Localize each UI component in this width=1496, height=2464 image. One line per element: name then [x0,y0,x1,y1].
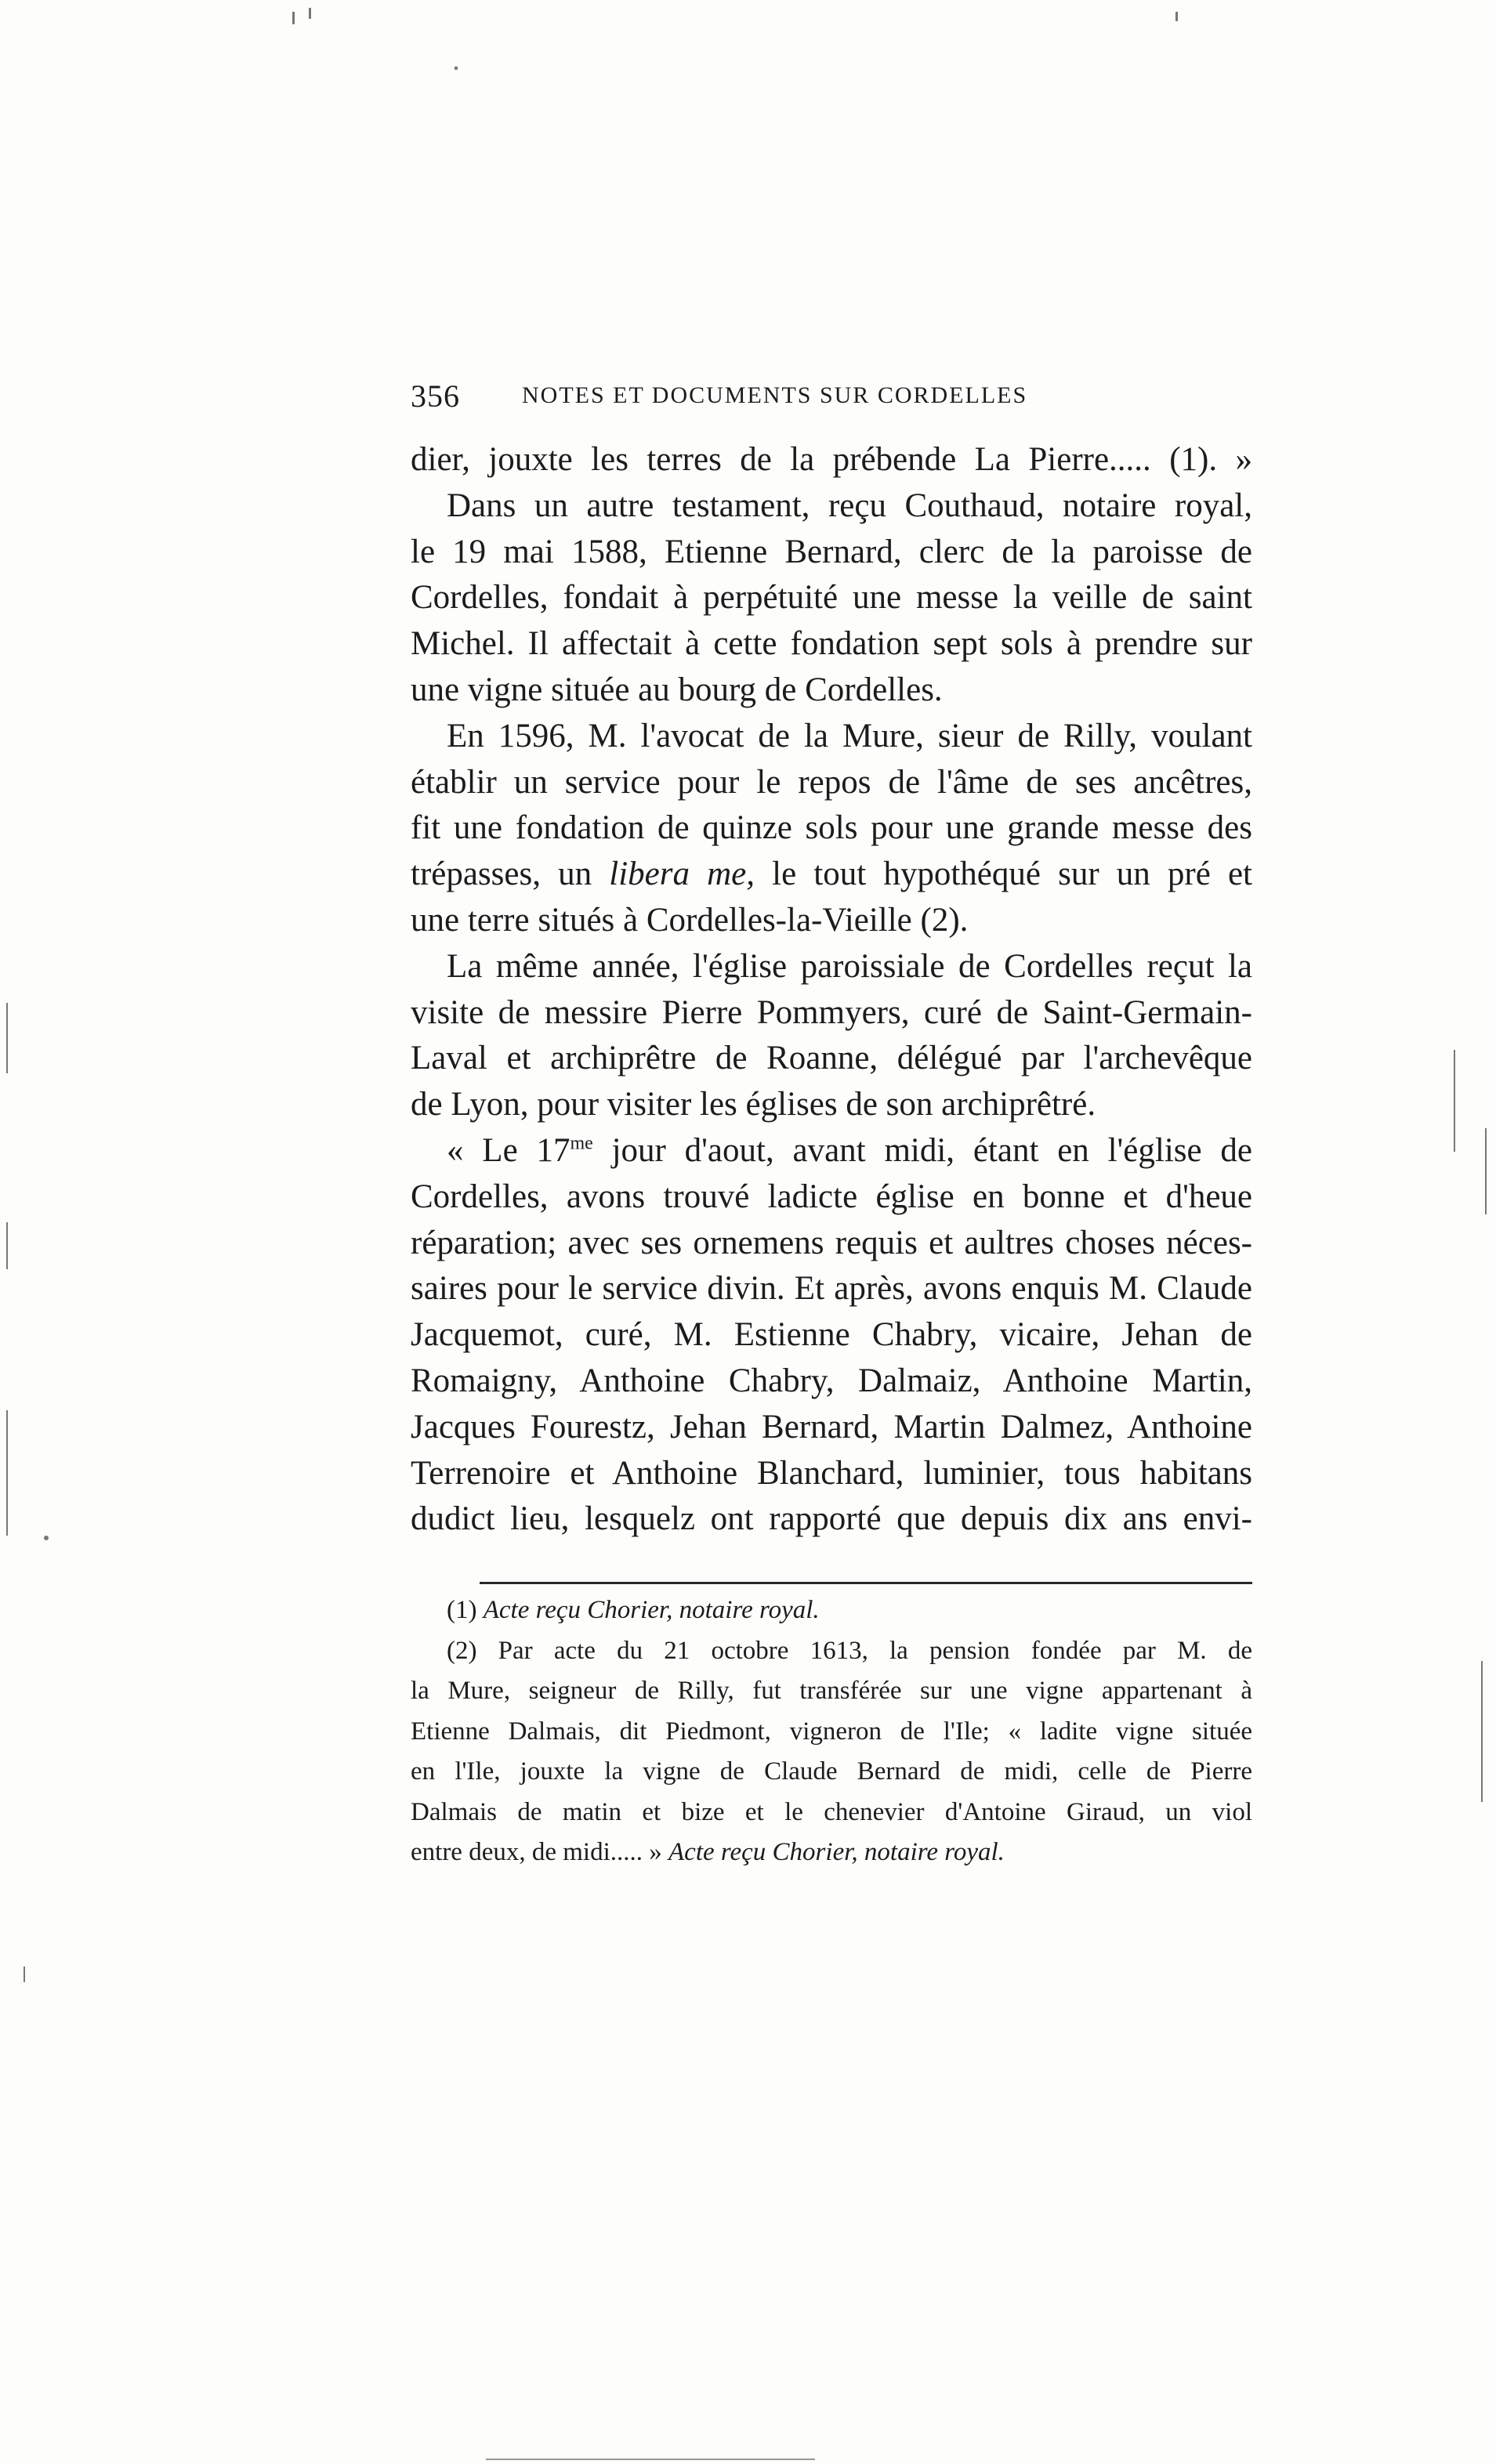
text-run: « Le 17 [447,1131,571,1169]
scan-speck [486,2459,815,2460]
text-run: jour d'aout, avant midi, étant en l'église de [592,1131,1252,1169]
text-line: Dans un autre testament, reçu Couthaud, notaire royal, [447,487,1252,524]
scan-speck [309,8,311,19]
page-number: 356 [411,378,460,414]
text-line [411,1128,1252,1174]
text-line: le 19 mai 1588, Etienne Bernard, clerc de la paroisse de [411,533,1252,570]
footnote-line: en l'Ile, jouxte la vigne de Claude Bernard de midi, celle de Pierre [411,1757,1252,1786]
text-line: une vigne située au bourg de Cordelles. [411,671,943,708]
scan-speck [6,1410,8,1536]
footnote-citation: Acte reçu Chorier, notaire royal. [668,1838,1005,1866]
text-line: Cordelles, avons trouvé ladicte église en bonne et d'heue [411,1178,1252,1215]
scan-speck [24,1966,25,1982]
text-line: fit une fondation de quinze sols pour une grande messe des [411,809,1252,847]
scan-speck [1175,12,1178,21]
body-text [411,437,1252,1543]
text-line: réparation; avec ses ornemens requis et aultres choses néces- [411,1224,1252,1261]
text-line: une terre situés à Cordelles-la-Vieille (2). [411,901,969,939]
superscript: me [570,1133,593,1154]
text-line: saires pour le service divin. Et après, avons enquis M. Claude [411,1270,1252,1308]
footnote-number: (1) [447,1596,477,1624]
italic-phrase: libera me, [609,856,755,893]
text-line: établir un service pour le repos de l'âme de ses ancêtres, [411,763,1252,801]
text-line: Romaigny, Anthoine Chabry, Dalmaiz, Anthoine Martin, [411,1362,1252,1399]
scan-speck [6,1222,8,1269]
text-line: Laval et archiprêtre de Roanne, délégué par l'archevêque [411,1040,1252,1077]
footnotes [411,1590,1252,1873]
footnote-line [411,1833,1252,1873]
footnote-line: Etienne Dalmais, dit Piedmont, vigneron de l'Ile; « ladite vigne située [411,1717,1252,1746]
scan-speck [292,12,295,24]
text-line: de Lyon, pour visiter les églises de son archiprêtré. [411,1086,1096,1123]
footnote-citation: Acte reçu Chorier, notaire royal. [483,1596,820,1624]
text-line: dier, jouxte les terres de la prébende La Pierre..... (1). » [411,441,1252,478]
scan-speck [1454,1050,1455,1152]
text-line: Jacques Fourestz, Jehan Bernard, Martin Dalmez, Anthoine [411,1408,1252,1445]
text-run: trépasses, un [411,856,610,893]
footnote-line: (2) Par acte du 21 octobre 1613, la pension fondée par M. de [447,1636,1252,1665]
scan-speck [44,1536,49,1540]
scan-speck [6,1003,8,1073]
text-line: dudict lieu, lesquelz ont rapporté que depuis dix ans envi- [411,1500,1252,1538]
scan-speck [1485,1128,1487,1214]
text-line: La même année, l'église paroissiale de Cordelles reçut la [447,947,1252,985]
footnote-line: la Mure, seigneur de Rilly, fut transférée sur une vigne appartenant à [411,1677,1252,1705]
text-run: le tout hypothéqué sur un pré et [755,856,1252,893]
page-header [411,374,1252,422]
running-title: NOTES ET DOCUMENTS SUR CORDELLES [522,382,1028,408]
footnote-line: Dalmais de matin et bize et le chenevier d'Antoine Giraud, un viol [411,1797,1252,1826]
footnote-1 [411,1590,1252,1631]
text-line: Terrenoire et Anthoine Blanchard, luminier, tous habitans [411,1454,1252,1492]
text-line: Jacquemot, curé, M. Estienne Chabry, vicaire, Jehan de [411,1316,1252,1354]
text-line: Cordelles, fondait à perpétuité une messe la veille de saint [411,579,1252,617]
text-line: En 1596, M. l'avocat de la Mure, sieur de Rilly, voulant [447,717,1252,754]
scan-speck [1481,1661,1483,1802]
footnote-rule [480,1582,1252,1584]
text-line: Michel. Il affectait à cette fondation sept sols à prendre sur [411,625,1252,663]
text-line [411,852,1252,898]
scan-speck [455,67,458,70]
text-line: visite de messire Pierre Pommyers, curé de Saint-Germain- [411,993,1252,1031]
text-run: entre deux, de midi..... » [411,1838,669,1866]
